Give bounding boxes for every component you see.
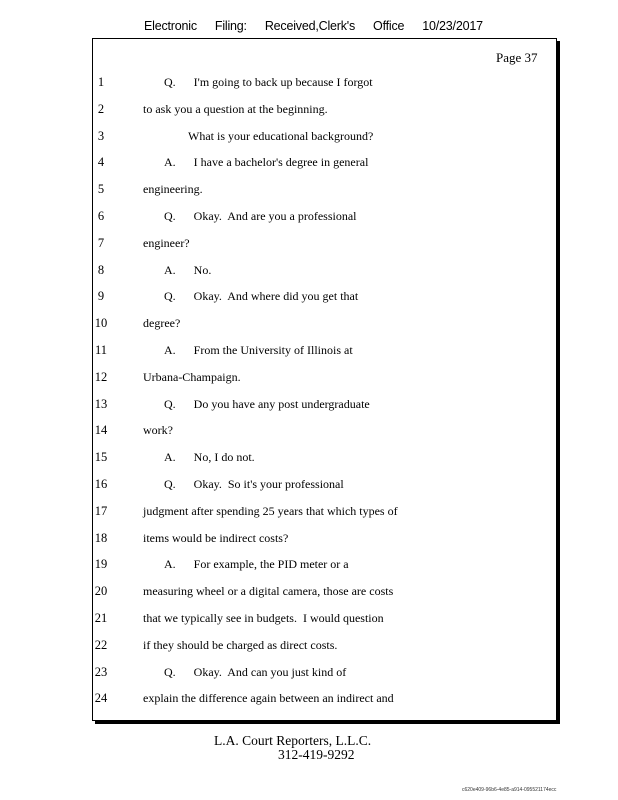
line-number: 24 [94,691,108,706]
line-number: 19 [94,557,108,572]
line-number: 16 [94,477,108,491]
page-number: Page 37 [496,50,538,65]
transcript-line [0,286,540,306]
line-number: 9 [97,289,105,304]
line-number: 12 [94,369,108,384]
line-text: A. No, I do not. [164,450,255,465]
filing-received: Received,Clerk's [264,19,356,33]
line-number: 10 [94,316,108,331]
line-text: Q. Okay. And where did you get that [164,289,359,304]
line-number: 20 [94,584,108,599]
line-text: A. No. [164,262,212,277]
line-text: measuring wheel or a digital camera, those are costs [143,584,394,599]
transcript-line [0,367,540,387]
transcript-line [0,340,540,360]
line-text: degree? [143,316,181,331]
line-number: 4 [97,155,105,170]
transcript-line [0,179,540,199]
line-text: work? [143,423,173,438]
line-text: if they should be charged as direct costs. [143,637,338,652]
line-text: A. For example, the PID meter or a [164,557,349,572]
transcript-line [0,152,540,172]
line-text: judgment after spending 25 years that which types of [143,503,398,518]
transcript-line [0,313,540,333]
line-text: A. From the University of Illinois at [164,343,353,357]
line-text: Q. Okay. And are you a professional [164,209,357,223]
line-text: Q. Okay. So it's your professional [164,477,344,491]
transcript-line [0,662,540,682]
line-number: 23 [94,664,108,679]
transcript-line [0,635,540,655]
line-number: 3 [97,128,105,143]
line-text: Q. Okay. And can you just kind of [164,664,347,679]
court-reporter-phone: 312-419-9292 [278,747,355,762]
line-number: 1 [97,75,105,89]
line-number: 15 [94,450,108,465]
filing-date: 10/23/2017 [422,19,483,33]
line-number: 11 [94,343,108,357]
transcript-line [0,206,540,226]
line-number: 14 [94,423,108,438]
line-text: Q. Do you have any post undergraduate [164,396,370,411]
transcript-line [0,528,540,548]
line-number: 8 [97,262,105,277]
transcript-line [0,501,540,521]
court-reporter-name: L.A. Court Reporters, L.L.C. [214,733,372,748]
line-text: engineer? [143,235,190,250]
filing-electronic: Electronic [144,19,197,33]
transcript-line [0,260,540,280]
filing-label: Filing: [214,19,247,33]
transcript-line [0,554,540,574]
line-text: Urbana-Champaign. [143,369,241,384]
transcript-line [0,608,540,628]
transcript-line [0,420,540,440]
transcript-line [0,233,540,253]
line-number: 13 [94,396,108,411]
line-text: that we typically see in budgets. I would question [143,611,384,625]
transcript-line [0,394,540,414]
line-number: 21 [94,611,108,625]
line-number: 18 [94,530,108,545]
line-number: 17 [94,503,108,518]
line-text: A. I have a bachelor's degree in general [164,155,369,170]
line-number: 22 [94,637,108,652]
line-text: engineering. [143,182,203,197]
transcript-line [0,474,540,494]
line-text: Q. I'm going to back up because I forgot [164,75,373,89]
line-text: explain the difference again between an indirect and [143,691,394,706]
line-number: 7 [97,235,105,250]
transcript-line [0,126,540,146]
line-number: 2 [97,101,105,116]
transcript-line [0,688,540,708]
line-text: items would be indirect costs? [143,530,289,545]
line-text: to ask you a question at the beginning. [143,101,328,116]
document-id: c620e409-96b6-4e85-a914-0955211​74ecc [462,787,557,793]
transcript-line [0,447,540,467]
line-number: 6 [97,209,105,223]
line-number: 5 [97,182,105,197]
transcript-line [0,99,540,119]
line-text: What is your educational background? [188,128,374,143]
filing-office: Office [373,19,405,33]
transcript-line [0,581,540,601]
filing-stamp-header [144,19,483,33]
transcript-line [0,72,540,92]
